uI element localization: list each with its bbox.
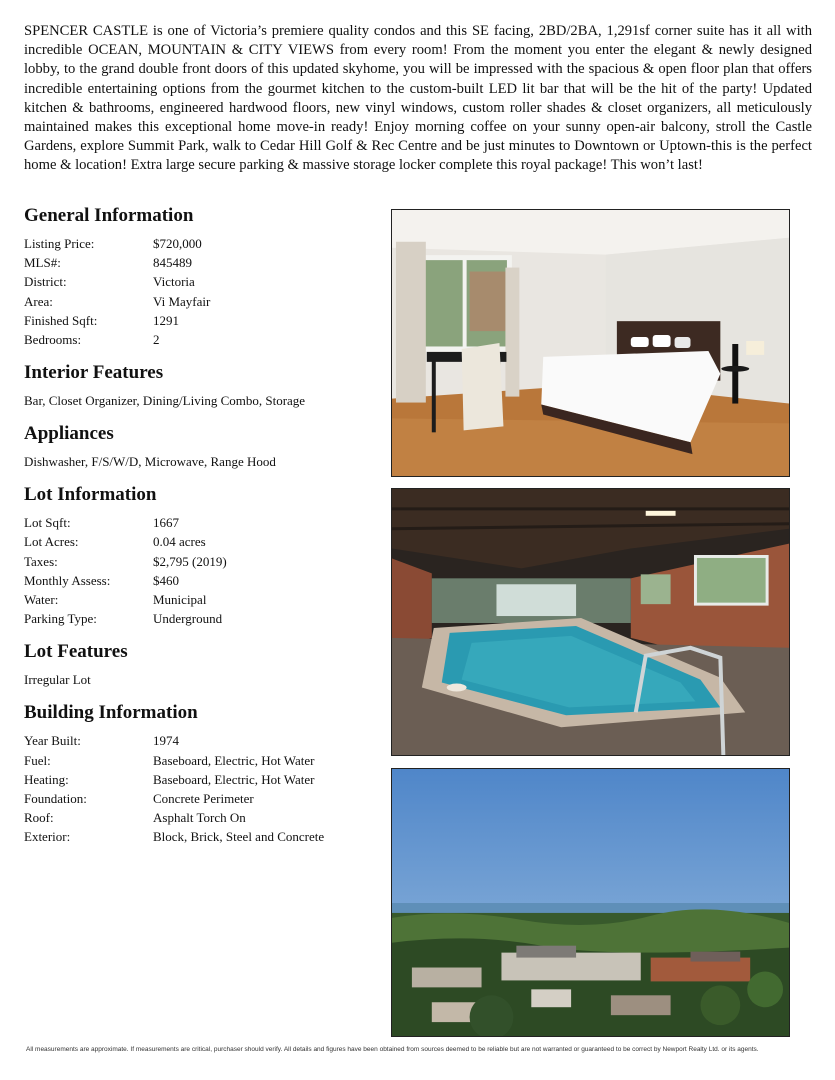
lot-features-text: Irregular Lot bbox=[24, 672, 91, 688]
detail-label: Parking Type: bbox=[24, 611, 97, 627]
detail-value: 1974 bbox=[153, 733, 179, 749]
interior-features-section bbox=[24, 361, 384, 410]
property-details bbox=[24, 204, 384, 859]
detail-row bbox=[24, 552, 384, 571]
detail-row bbox=[24, 272, 384, 291]
detail-label: Year Built: bbox=[24, 733, 81, 749]
detail-value: Block, Brick, Steel and Concrete bbox=[153, 829, 325, 845]
detail-row bbox=[24, 827, 384, 846]
lot-information-heading: Lot Information bbox=[24, 484, 157, 506]
detail-label: Finished Sqft: bbox=[24, 312, 98, 328]
listing-description: SPENCER CASTLE is one of Victoria’s premiere quality condos and this SE facing, 2BD/2BA, 1,291sf corner suite has it all with incredible OCEAN, MOUNTAIN & CITY VIEWS from every room! From the moment you enter the elegant & newly designed lobby, to the grand double front doors of this updated skyhome, you will be impressed with the spacious & open floor plan that offers incredible entertaining options from the gourmet kitchen to the custom-built LED lit bar that will be the hit of the party! Updated kitchen & bathrooms, engineered hardwood floors, new vinyl windows, custom roller shades & closet organizers, all meticulously maintained makes this exceptional home move-in ready! Enjoy morning coffee on your sunny open-air balcony, stroll the Castle Gardens, explore Summit Park, walk to Cedar Hill Golf & Rec Centre and be just minutes to Downtown or Uptown-this is the perfect home & location! Extra large secure parking & massive storage locker complete this royal package! This won’t last! bbox=[24, 23, 812, 174]
detail-label: Listing Price: bbox=[24, 236, 95, 251]
general-information-heading: General Information bbox=[24, 205, 194, 226]
detail-value: 0.04 acres bbox=[153, 534, 206, 550]
appliances-section bbox=[24, 422, 384, 471]
detail-value: 2 bbox=[153, 332, 160, 348]
detail-row bbox=[24, 789, 384, 808]
detail-label: District: bbox=[24, 274, 67, 290]
detail-label: Lot Sqft: bbox=[24, 515, 71, 531]
detail-row bbox=[24, 253, 384, 272]
lot-information-section bbox=[24, 483, 384, 628]
detail-row bbox=[24, 590, 384, 609]
detail-value: Underground bbox=[153, 611, 223, 627]
detail-row bbox=[24, 770, 384, 789]
detail-row bbox=[24, 330, 384, 349]
appliances-heading: Appliances bbox=[24, 423, 114, 445]
detail-value: 845489 bbox=[153, 255, 192, 271]
detail-row bbox=[24, 532, 384, 551]
lot-features-heading: Lot Features bbox=[24, 641, 128, 663]
indoor-pool-photo bbox=[391, 488, 790, 756]
detail-label: Bedrooms: bbox=[24, 332, 82, 348]
ocean-city-view-photo bbox=[391, 768, 790, 1037]
bedroom-photo bbox=[391, 209, 790, 477]
detail-label: Roof: bbox=[24, 810, 54, 826]
building-information-heading: Building Information bbox=[24, 702, 198, 724]
detail-value: 1291 bbox=[153, 312, 179, 328]
detail-value: Concrete Perimeter bbox=[153, 791, 254, 807]
detail-row bbox=[24, 731, 384, 750]
detail-row bbox=[24, 311, 384, 330]
detail-value: $460 bbox=[153, 572, 179, 588]
detail-value: $720,000 bbox=[153, 236, 202, 251]
detail-value: Victoria bbox=[153, 274, 195, 290]
detail-row bbox=[24, 513, 384, 532]
detail-row bbox=[24, 751, 384, 770]
detail-value: Baseboard, Electric, Hot Water bbox=[153, 771, 315, 787]
detail-label: Foundation: bbox=[24, 791, 87, 807]
detail-label: Area: bbox=[24, 293, 53, 309]
detail-label: Water: bbox=[24, 592, 59, 608]
detail-value: Vi Mayfair bbox=[153, 293, 211, 309]
detail-label: Exterior: bbox=[24, 829, 71, 845]
interior-features-heading: Interior Features bbox=[24, 362, 164, 384]
detail-row bbox=[24, 292, 384, 311]
detail-row bbox=[24, 609, 384, 628]
interior-features-text: Bar, Closet Organizer, Dining/Living Combo, Storage bbox=[24, 393, 306, 409]
detail-value: Baseboard, Electric, Hot Water bbox=[153, 752, 315, 768]
general-information-section bbox=[24, 204, 384, 349]
detail-label: Heating: bbox=[24, 771, 69, 787]
detail-row bbox=[24, 571, 384, 590]
detail-value: 1667 bbox=[153, 515, 179, 531]
detail-label: MLS#: bbox=[24, 255, 61, 271]
detail-row bbox=[24, 808, 384, 827]
detail-label: Taxes: bbox=[24, 553, 58, 569]
lot-features-section bbox=[24, 640, 384, 689]
detail-label: Lot Acres: bbox=[24, 534, 79, 550]
building-information-section bbox=[24, 701, 384, 846]
detail-value: $2,795 (2019) bbox=[153, 553, 227, 569]
detail-label: Fuel: bbox=[24, 752, 51, 768]
disclaimer: All measurements are approximate. If measurements are critical, purchaser should verify. All details and figures have been obtained from sources deemed to be reliable but are not warranted or guaranteed to be correct by Newport Realty Ltd. or its agents. bbox=[26, 1046, 759, 1053]
detail-value: Asphalt Torch On bbox=[153, 810, 246, 826]
detail-label: Monthly Assess: bbox=[24, 572, 111, 588]
detail-value: Municipal bbox=[153, 592, 207, 608]
detail-row bbox=[24, 234, 384, 253]
appliances-text: Dishwasher, F/S/W/D, Microwave, Range Hood bbox=[24, 454, 276, 470]
